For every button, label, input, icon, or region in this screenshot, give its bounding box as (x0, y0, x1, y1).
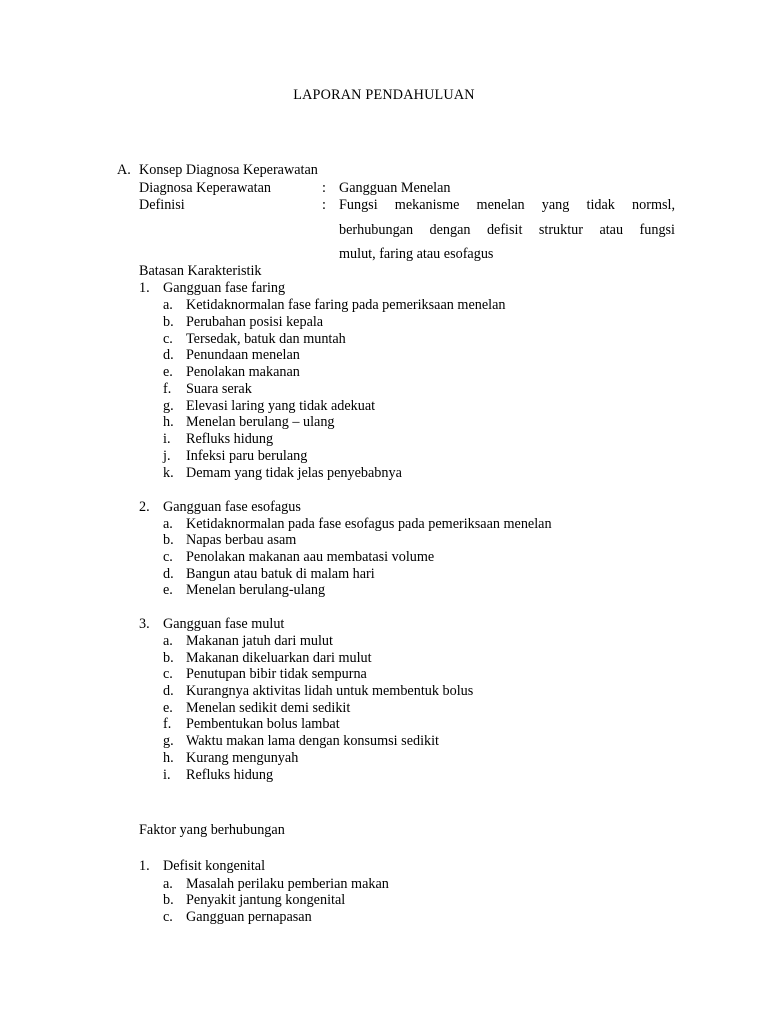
document-title: LAPORAN PENDAHULUAN (293, 87, 475, 103)
list-item-letter: d. (163, 566, 174, 582)
list-item-letter: e. (163, 582, 173, 598)
diagnosa-colon: : (322, 180, 326, 196)
definisi-label: Definisi (139, 197, 185, 213)
list-item-letter: b. (163, 314, 174, 330)
list-item-letter: a. (163, 516, 173, 532)
list-item: Penyakit jantung kongenital (186, 892, 346, 908)
list-item: Napas berbau asam (186, 532, 297, 548)
group-title: Gangguan fase mulut (163, 616, 285, 632)
list-item-letter: g. (163, 733, 174, 749)
definisi-line-3: mulut, faring atau esofagus (339, 246, 494, 262)
list-item-letter: a. (163, 297, 173, 313)
list-item: Makanan dikeluarkan dari mulut (186, 650, 372, 666)
group-title: Gangguan fase faring (163, 280, 286, 296)
list-item: Menelan berulang-ulang (186, 582, 326, 598)
diagnosa-label: Diagnosa Keperawatan (139, 180, 271, 196)
list-item: Pembentukan bolus lambat (186, 716, 340, 732)
faktor-heading: Faktor yang berhubungan (139, 822, 285, 838)
group-number: 3. (139, 616, 150, 632)
list-item: Tersedak, batuk dan muntah (186, 331, 346, 347)
list-item: Infeksi paru berulang (186, 448, 308, 464)
diagnosa-value: Gangguan Menelan (339, 180, 451, 196)
list-item-letter: b. (163, 892, 174, 908)
group-title: Gangguan fase esofagus (163, 499, 301, 515)
list-item-letter: c. (163, 331, 173, 347)
list-item-letter: f. (163, 381, 172, 397)
list-item: Penutupan bibir tidak sempurna (186, 666, 367, 682)
list-item: Masalah perilaku pemberian makan (186, 876, 389, 892)
list-item-letter: c. (163, 909, 173, 925)
list-item-letter: c. (163, 666, 173, 682)
definisi-line-1: Fungsi mekanisme menelan yang tidak normsl, (339, 197, 675, 213)
list-item: Penolakan makanan (186, 364, 300, 380)
group-number: 1. (139, 280, 150, 296)
definisi-colon: : (322, 197, 326, 213)
list-item-letter: j. (163, 448, 171, 464)
list-item: Gangguan pernapasan (186, 909, 312, 925)
list-item-letter: g. (163, 398, 174, 414)
section-marker: A. (117, 162, 131, 178)
list-item: Kurang mengunyah (186, 750, 299, 766)
list-item: Penolakan makanan aau membatasi volume (186, 549, 435, 565)
list-item: Makanan jatuh dari mulut (186, 633, 333, 649)
list-item-letter: e. (163, 364, 173, 380)
list-item: Bangun atau batuk di malam hari (186, 566, 375, 582)
section-heading: Konsep Diagnosa Keperawatan (139, 162, 318, 178)
group-number: 2. (139, 499, 150, 515)
list-item-letter: i. (163, 431, 171, 447)
list-item: Penundaan menelan (186, 347, 300, 363)
list-item-letter: f. (163, 716, 172, 732)
list-item: Demam yang tidak jelas penyebabnya (186, 465, 402, 481)
list-item: Perubahan posisi kepala (186, 314, 324, 330)
list-item-letter: k. (163, 465, 174, 481)
batasan-heading: Batasan Karakteristik (139, 263, 262, 279)
list-item: Ketidaknormalan pada fase esofagus pada pemeriksaan menelan (186, 516, 552, 532)
list-item-letter: e. (163, 700, 173, 716)
list-item-letter: a. (163, 876, 173, 892)
group-number: 1. (139, 858, 150, 874)
group-title: Defisit kongenital (163, 858, 266, 874)
list-item: Refluks hidung (186, 431, 274, 447)
list-item-letter: i. (163, 767, 171, 783)
list-item-letter: b. (163, 650, 174, 666)
list-item: Ketidaknormalan fase faring pada pemeriksaan menelan (186, 297, 506, 313)
list-item: Waktu makan lama dengan konsumsi sedikit (186, 733, 439, 749)
list-item: Refluks hidung (186, 767, 274, 783)
list-item: Menelan sedikit demi sedikit (186, 700, 351, 716)
definisi-line-2: berhubungan dengan defisit struktur atau fungsi (339, 222, 675, 238)
list-item-letter: d. (163, 347, 174, 363)
list-item-letter: d. (163, 683, 174, 699)
list-item-letter: a. (163, 633, 173, 649)
list-item-letter: h. (163, 750, 174, 766)
list-item: Menelan berulang – ulang (186, 414, 335, 430)
list-item: Kurangnya aktivitas lidah untuk membentuk bolus (186, 683, 474, 699)
list-item-letter: b. (163, 532, 174, 548)
list-item: Elevasi laring yang tidak adekuat (186, 398, 376, 414)
list-item: Suara serak (186, 381, 252, 397)
list-item-letter: c. (163, 549, 173, 565)
list-item-letter: h. (163, 414, 174, 430)
